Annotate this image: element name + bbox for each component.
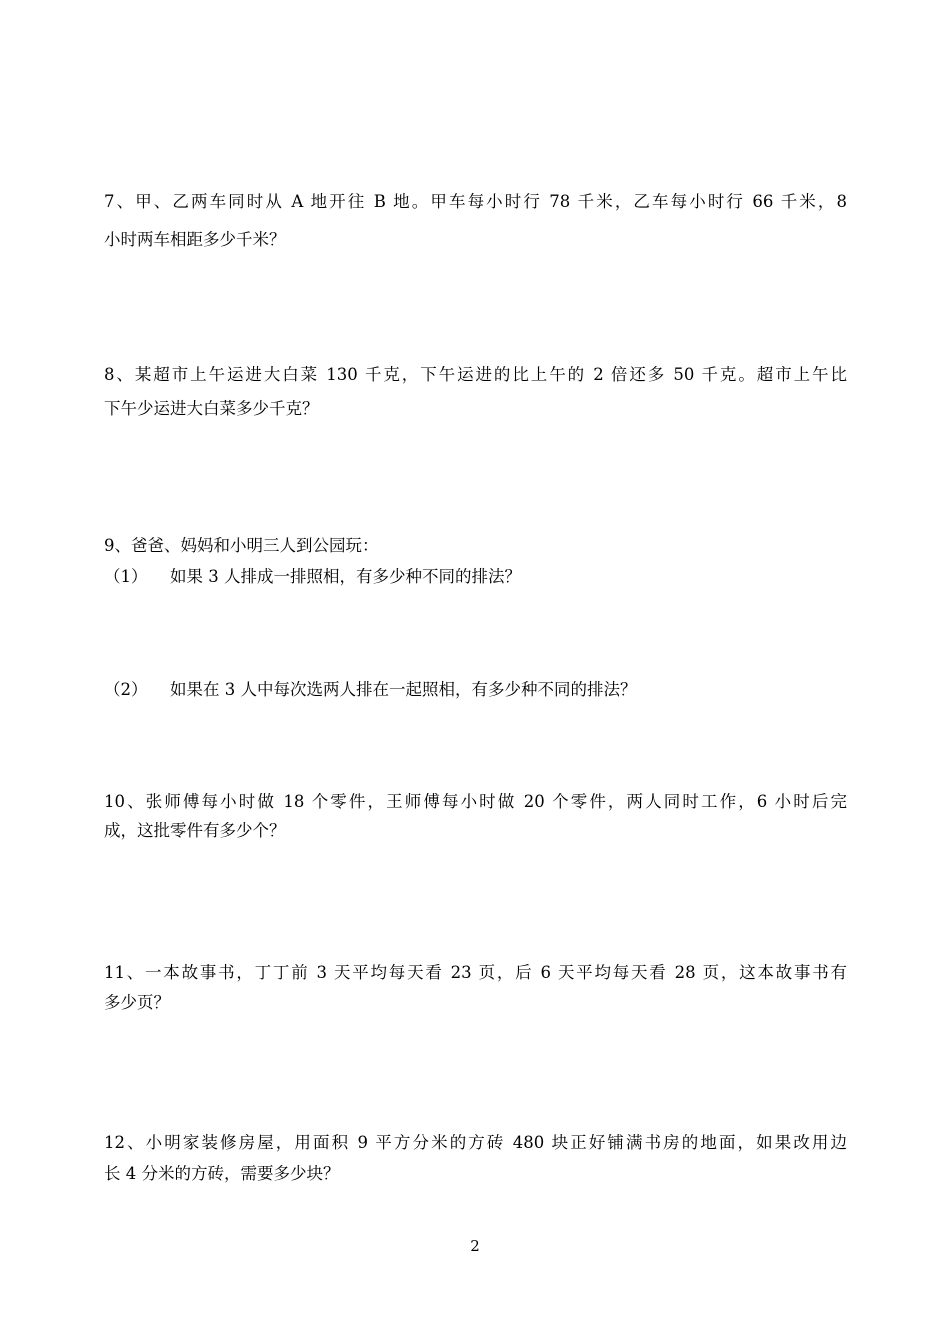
question-8-line-2: 下午少运进大白菜多少千克？ (104, 399, 319, 418)
question-7-line-2: 小时两车相距多少千米？ (104, 230, 286, 249)
sub-question-text: 如果在 3 人中每次选两人排在一起照相，有多少种不同的排法？ (170, 680, 637, 699)
sub-question-text: 如果 3 人排成一排照相，有多少种不同的排法？ (170, 567, 521, 586)
sub-question-number: （1） (104, 567, 148, 586)
question-12-line-2: 长 4 分米的方砖，需要多少块？ (104, 1164, 340, 1183)
question-11-line-1: 11、一本故事书，丁丁前 3 天平均每天看 23 页，后 6 天平均每天看 28 页，这本故事书有 (104, 963, 847, 982)
page-number: 2 (470, 1237, 480, 1255)
question-9-sub-2 (104, 679, 637, 701)
question-11-line-2: 多少页？ (104, 993, 170, 1012)
question-9-intro: 9、爸爸、妈妈和小明三人到公园玩： (104, 536, 379, 555)
question-12-line-1: 12、小明家装修房屋，用面积 9 平方分米的方砖 480 块正好铺满书房的地面，如果改用边 (104, 1133, 847, 1152)
question-10-line-1: 10、张师傅每小时做 18 个零件，王师傅每小时做 20 个零件，两人同时工作，6 小时后完 (104, 792, 847, 811)
sub-question-number: （2） (104, 680, 148, 699)
question-7-line-1: 7、甲、乙两车同时从 A 地开往 B 地。甲车每小时行 78 千米，乙车每小时行 66 千米，8 (104, 192, 847, 211)
question-9-sub-1 (104, 566, 521, 588)
question-8-line-1: 8、某超市上午运进大白菜 130 千克，下午运进的比上午的 2 倍还多 50 千克。超市上午比 (104, 365, 847, 384)
question-10-line-2: 成，这批零件有多少个？ (104, 821, 286, 840)
